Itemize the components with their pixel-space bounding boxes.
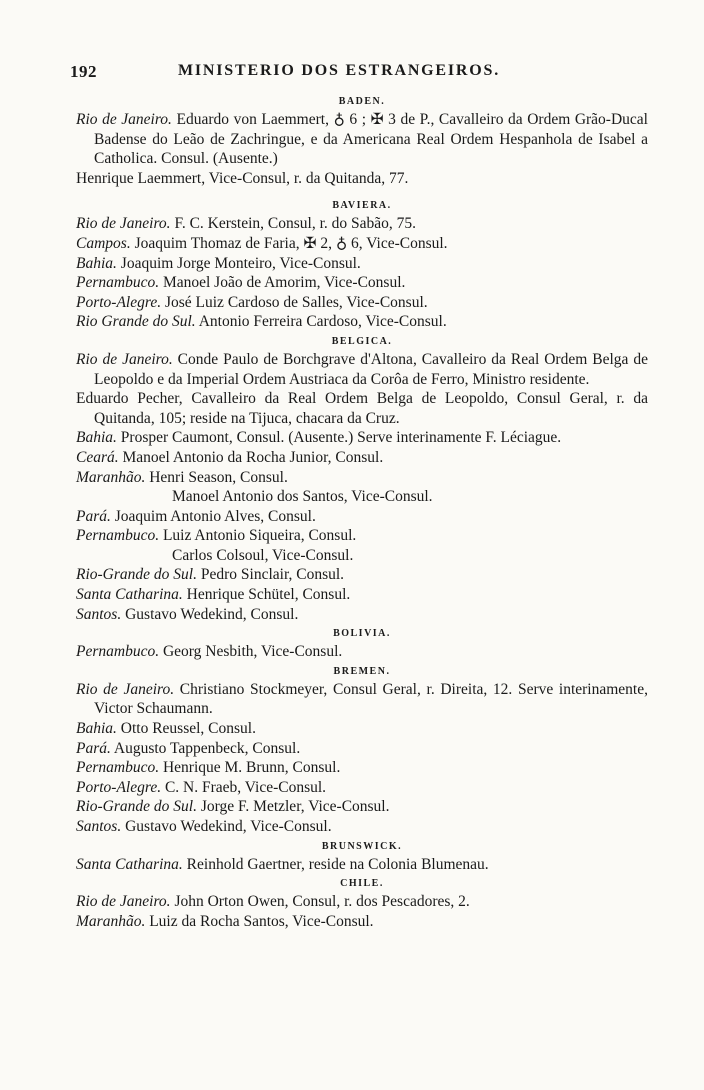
list-item [76,312,648,332]
entry-text: Joaquim Antonio Alves, Consul. [110,507,316,525]
entry-text: Gustavo Wedekind, Vice-Consul. [121,818,332,835]
entry-text: Conde Paulo de Borchgrave d'Altona, Cavalleiro da Real Ordem Belga de Leopoldo e da Imperial Ordem Austriaca da Corôa de Ferro, Ministro residente. [94,350,648,388]
place-name: Rio de Janeiro. [76,893,171,911]
section-title-brunswick: BRUNSWICK. [321,840,403,852]
list-item [76,254,648,274]
place-name: Bahia. [76,429,117,447]
place-name: Rio-Grande do Sul. [76,566,197,584]
place-name: Rio de Janeiro. [76,350,173,368]
place-name: Pernambuco. [76,643,160,661]
list-item [76,912,648,932]
place-name: Porto-Alegre. [76,778,162,796]
list-item [76,817,648,837]
list-item [76,778,648,798]
entry-text: Georg Nesbith, Vice-Consul. [159,643,343,661]
page-header [70,62,630,84]
place-name: Pernambuco. [76,274,160,292]
list-item [76,855,648,875]
entry-text: Pedro Sinclair, Consul. [196,566,345,584]
list-item [76,719,648,739]
place-name: Santa Catharina. [76,855,183,873]
entry-text: Luiz da Rocha Santos, Vice-Consul. [145,912,374,930]
place-name: Pará. [76,739,111,757]
place-name: Bahia. [76,254,117,272]
running-title: MINISTERIO DOS ESTRANGEIROS. [178,62,501,79]
list-item [76,605,648,625]
place-name: Santos. [76,818,122,835]
list-item [76,892,648,912]
entry-text: Eduardo Pecher, Cavalleiro da Real Ordem Belga de Leopoldo, Consul Geral, r. da Quitanda, 105; reside na Tijuca, chacara da Cruz. [76,390,648,427]
place-name: Pará. [76,507,111,525]
page-number: 192 [70,62,97,81]
entry-text: Eduardo von Laemmert, ♁ 6 ; ✠ 3 de P., Cavalleiro da Ordem Grão-Ducal Badense do Leão de Zachringue, e da Americana Real Ordem Hespanhola de Isabel a Catholica. Consul. (Ausente.) [94,111,648,168]
list-item [76,739,648,759]
section-title-chile: CHILE. [340,878,384,890]
list-item [76,642,648,662]
entry-text: Joaquim Jorge Monteiro, Vice-Consul. [116,254,361,272]
entry-text: Otto Reussel, Consul. [116,720,256,738]
entry-text: Carlos Colsoul, Vice-Consul. [172,546,354,564]
place-name: Ceará. [76,448,119,466]
list-item [76,389,648,428]
entry-text: Manoel João de Amorim, Vice-Consul. [159,274,406,292]
list-item [76,350,648,389]
place-name: Rio-Grande do Sul. [76,798,197,816]
section-title-bremen: BREMEN. [333,665,391,677]
list-item [76,585,648,605]
place-name: Maranhão. [76,468,146,486]
section-title-bolivia: BOLIVIA. [333,628,391,640]
list-item [76,273,648,293]
section-title-baden: BADEN. [338,96,386,107]
entry-text: Henrique Laemmert, Vice-Consul, r. da Quitanda, 77. [76,169,409,187]
entry-text: Luiz Antonio Siqueira, Consul. [159,527,357,545]
entry-text: Henri Season, Consul. [145,468,288,486]
entry-text: Joaquim Thomaz de Faria, ✠ 2, ♁ 6, Vice-Consul. [130,234,448,252]
place-name: Campos. [76,234,131,252]
list-item [76,487,648,507]
entry-text: Manoel Antonio dos Santos, Vice-Consul. [172,488,433,506]
entry-text: Christiano Stockmeyer, Consul Geral, r. Direita, 12. Serve interinamente, Victor Schaumann. [94,680,648,718]
list-item [76,565,648,585]
entry-text: Jorge F. Metzler, Vice-Consul. [196,798,390,816]
entry-text: Augusto Tappenbeck, Consul. [110,739,301,757]
place-name: Rio Grande do Sul. [76,313,196,331]
list-item [76,797,648,817]
list-item [76,234,648,254]
entry-text: Prosper Caumont, Consul. (Ausente.) Serve interinamente F. Léciague. [116,429,562,447]
place-name: Maranhão. [76,912,146,930]
list-item [76,110,648,169]
entry-text: John Orton Owen, Consul, r. dos Pescadores, 2. [170,893,470,911]
page-body [76,92,648,931]
entry-text: Henrique Schütel, Consul. [182,586,351,604]
entry-text: F. C. Kerstein, Consul, r. do Sabão, 75. [170,215,417,233]
entry-text: Antonio Ferreira Cardoso, Vice-Consul. [195,313,447,331]
list-item [76,214,648,234]
list-item [76,428,648,448]
section-title-baviera: BAVIERA. [332,200,392,212]
list-item [76,680,648,719]
entry-text: José Luiz Cardoso de Salles, Vice-Consul. [161,293,428,311]
list-item [76,468,648,488]
place-name: Bahia. [76,720,117,738]
list-item [76,526,648,546]
place-name: Pernambuco. [76,759,160,777]
place-name: Pernambuco. [76,527,160,545]
list-item [76,507,648,527]
list-item [76,758,648,778]
list-item [76,448,648,468]
section-title-belgica: BELGICA. [331,335,393,347]
entry-text: Manoel Antonio da Rocha Junior, Consul. [118,448,384,466]
entry-text: Reinhold Gaertner, reside na Colonia Blumenau. [182,855,489,873]
place-name: Rio de Janeiro. [76,215,171,233]
list-item [76,293,648,313]
list-item [76,546,648,566]
entry-text: Henrique M. Brunn, Consul. [159,759,341,777]
entry-text: C. N. Fraeb, Vice-Consul. [161,778,327,796]
entry-text: Gustavo Wedekind, Consul. [121,605,299,623]
place-name: Santa Catharina. [76,586,183,604]
place-name: Rio de Janeiro. [76,111,172,128]
place-name: Porto-Alegre. [76,293,162,311]
place-name: Rio de Janeiro. [76,680,175,698]
place-name: Santos. [76,605,122,623]
list-item [76,169,648,189]
